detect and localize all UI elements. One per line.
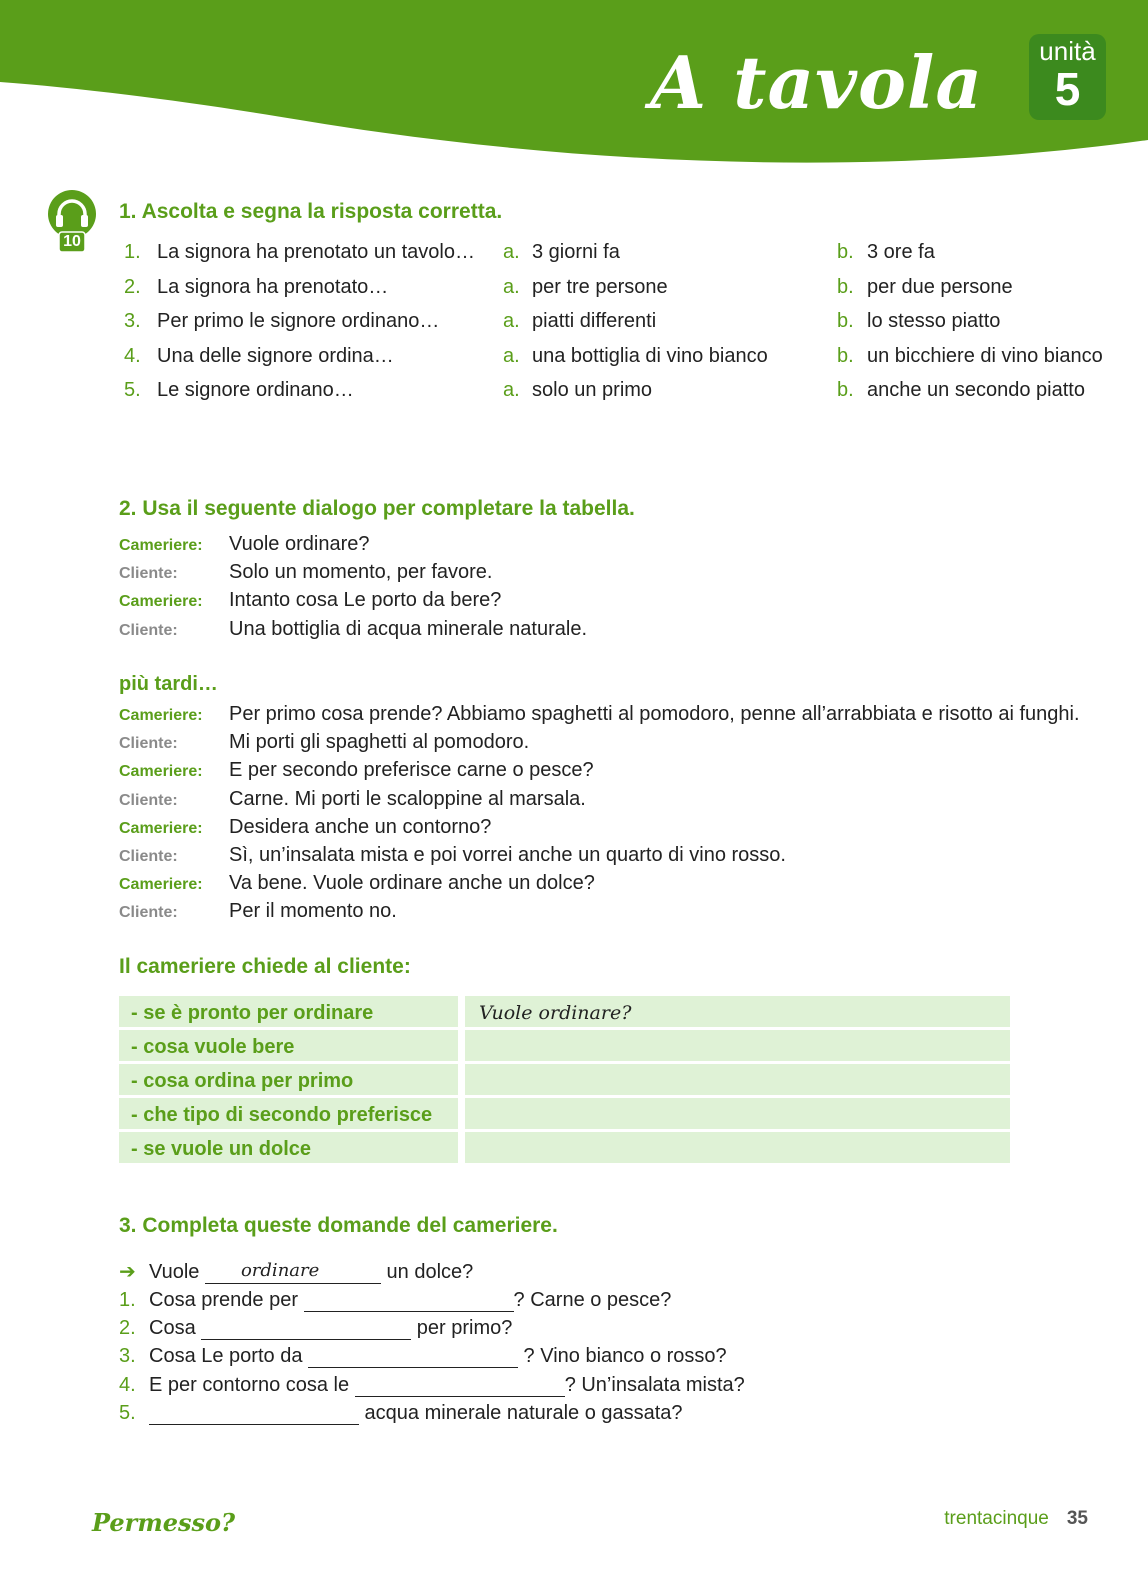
item-stem: La signora ha prenotato un tavolo… bbox=[157, 241, 475, 263]
dialog-text: Carne. Mi porti le scaloppine al marsala. bbox=[229, 787, 586, 810]
question-number: 3. bbox=[119, 1345, 136, 1368]
dialog-line bbox=[119, 787, 586, 813]
option-a-label: a. bbox=[503, 379, 520, 401]
question-before: Cosa prende per bbox=[149, 1289, 304, 1311]
dialog-text: Desidera anche un contorno? bbox=[229, 815, 492, 838]
example-before: Vuole bbox=[149, 1261, 205, 1283]
dialog-line bbox=[119, 560, 492, 586]
example-question bbox=[119, 1260, 473, 1284]
audio-track-number: 10 bbox=[63, 233, 81, 250]
dialog-line bbox=[119, 730, 529, 756]
option-b[interactable]: 3 ore fa bbox=[867, 241, 935, 263]
option-a-label: a. bbox=[503, 344, 520, 367]
page-footer bbox=[944, 1508, 1088, 1530]
speaker-label: Cameriere: bbox=[119, 593, 203, 611]
item-number: 3. bbox=[124, 310, 141, 332]
exercise3-title: 3. Completa queste domande del cameriere. bbox=[119, 1214, 558, 1237]
table-prompt: - se vuole un dolce bbox=[119, 1132, 458, 1166]
item-stem: La signora ha prenotato… bbox=[157, 275, 389, 298]
dialog-line bbox=[119, 702, 1080, 728]
page-number: 35 bbox=[1066, 1508, 1088, 1529]
completion-question bbox=[119, 1316, 512, 1340]
speaker-label: Cliente: bbox=[119, 621, 178, 639]
table-prompt: - se è pronto per ordinare bbox=[119, 996, 458, 1030]
item-number: 1. bbox=[124, 241, 141, 263]
completion-question bbox=[119, 1373, 745, 1397]
answer-blank[interactable] bbox=[308, 1347, 518, 1368]
exercise2-title: 2. Usa il seguente dialogo per completare la tabella. bbox=[119, 497, 635, 520]
option-b-label: b. bbox=[837, 379, 854, 401]
table-prompt: - che tipo di secondo preferisce bbox=[119, 1098, 458, 1132]
option-a[interactable]: una bottiglia di vino bianco bbox=[532, 344, 768, 367]
dialog-line bbox=[119, 871, 595, 897]
table-answer-field[interactable]: Vuole ordinare? bbox=[465, 996, 1010, 1030]
question-before: E per contorno cosa le bbox=[149, 1373, 355, 1396]
example-blank bbox=[205, 1260, 381, 1284]
completion-question bbox=[119, 1288, 671, 1312]
table-answer-field[interactable] bbox=[465, 1030, 1010, 1064]
dialog-text: Intanto cosa Le porto da bere? bbox=[229, 589, 502, 612]
dialog-line bbox=[119, 617, 587, 643]
option-a-label: a. bbox=[503, 241, 520, 263]
page-word: trentacinque bbox=[944, 1508, 1049, 1529]
dialog-line bbox=[119, 843, 786, 869]
dialog-text: Vuole ordinare? bbox=[229, 533, 370, 555]
option-b[interactable]: per due persone bbox=[867, 275, 1013, 298]
table-answer-field[interactable] bbox=[465, 1132, 1010, 1166]
table-row bbox=[119, 1132, 1010, 1166]
option-b[interactable]: anche un secondo piatto bbox=[867, 379, 1085, 401]
item-stem: Una delle signore ordina… bbox=[157, 344, 394, 367]
table-row bbox=[119, 1098, 1010, 1132]
speaker-label: Cameriere: bbox=[119, 537, 203, 554]
option-b-label: b. bbox=[837, 310, 854, 332]
speaker-label: Cameriere: bbox=[119, 707, 203, 724]
dialog-text: Sì, un’insalata mista e poi vorrei anche un quarto di vino rosso. bbox=[229, 844, 786, 866]
option-b[interactable]: un bicchiere di vino bianco bbox=[867, 344, 1103, 367]
dialog-line bbox=[119, 588, 501, 614]
item-number: 5. bbox=[124, 379, 141, 401]
answer-blank[interactable] bbox=[201, 1319, 411, 1340]
page-title: A tavola bbox=[650, 40, 983, 125]
table-row bbox=[119, 1030, 1010, 1064]
speaker-label: Cliente: bbox=[119, 565, 178, 583]
dialog-line bbox=[119, 532, 369, 558]
option-b[interactable]: lo stesso piatto bbox=[867, 310, 1001, 332]
option-b-label: b. bbox=[837, 241, 854, 263]
table-answer-field[interactable] bbox=[465, 1064, 1010, 1098]
table-answer-field[interactable] bbox=[465, 1098, 1010, 1132]
question-before: Cosa bbox=[149, 1317, 202, 1340]
later-heading: più tardi… bbox=[119, 673, 218, 695]
speaker-label: Cameriere: bbox=[119, 763, 203, 781]
unit-label: unità bbox=[1039, 36, 1096, 66]
option-a[interactable]: solo un primo bbox=[532, 379, 653, 401]
arrow-right-icon: ➔ bbox=[119, 1261, 136, 1283]
table-row bbox=[119, 996, 1010, 1030]
option-b-label: b. bbox=[837, 344, 854, 367]
question-number: 2. bbox=[119, 1317, 136, 1340]
dialog-text: Mi porti gli spaghetti al pomodoro. bbox=[229, 731, 530, 754]
example-after: un dolce? bbox=[380, 1261, 474, 1283]
question-after: per primo? bbox=[411, 1317, 513, 1340]
option-a[interactable]: 3 giorni fa bbox=[532, 241, 620, 263]
unit-badge bbox=[1029, 34, 1106, 120]
question-number: 5. bbox=[119, 1401, 136, 1424]
item-stem: Le signore ordinano… bbox=[157, 379, 354, 401]
unit-number: 5 bbox=[1054, 63, 1081, 115]
table-prompt: - cosa ordina per primo bbox=[119, 1064, 458, 1098]
dialog-text: Solo un momento, per favore. bbox=[229, 561, 493, 584]
item-number: 2. bbox=[124, 275, 141, 298]
question-after: ? Carne o pesce? bbox=[513, 1289, 672, 1311]
item-number: 4. bbox=[124, 344, 141, 367]
question-before: Cosa Le porto da bbox=[149, 1345, 308, 1368]
answer-blank[interactable] bbox=[355, 1376, 565, 1397]
dialog-text: Per il momento no. bbox=[229, 900, 397, 923]
question-after: ? Un’insalata mista? bbox=[564, 1373, 745, 1396]
question-number: 1. bbox=[119, 1289, 136, 1311]
question-number: 4. bbox=[119, 1373, 136, 1396]
question-after: acqua minerale naturale o gassata? bbox=[359, 1401, 683, 1424]
option-b-label: b. bbox=[837, 275, 854, 298]
speaker-label: Cliente: bbox=[119, 848, 178, 865]
speaker-label: Cliente: bbox=[119, 904, 178, 922]
table-row bbox=[119, 1064, 1010, 1098]
dialog-line bbox=[119, 899, 397, 925]
dialog-text: Una bottiglia di acqua minerale naturale. bbox=[229, 617, 587, 640]
dialog-line bbox=[119, 758, 594, 784]
exercise1-title: 1. Ascolta e segna la risposta corretta. bbox=[119, 200, 503, 223]
answer-blank[interactable] bbox=[149, 1404, 359, 1425]
table-title: Il cameriere chiede al cliente: bbox=[119, 955, 411, 978]
answer-blank[interactable] bbox=[304, 1291, 514, 1312]
book-title: Permesso? bbox=[92, 1508, 236, 1537]
option-a[interactable]: piatti differenti bbox=[532, 310, 657, 332]
dialog-text: Va bene. Vuole ordinare anche un dolce? bbox=[229, 872, 595, 895]
option-a-label: a. bbox=[503, 275, 520, 298]
example-answer: ordinare bbox=[240, 1260, 320, 1281]
answer-table bbox=[119, 996, 1010, 1166]
dialog-line bbox=[119, 815, 491, 841]
speaker-label: Cliente: bbox=[119, 735, 178, 753]
dialog-text: Per primo cosa prende? Abbiamo spaghetti al pomodoro, penne all’arrabbiata e risotto ai funghi. bbox=[229, 703, 1080, 725]
question-after: ? Vino bianco o rosso? bbox=[518, 1345, 727, 1368]
speaker-label: Cliente: bbox=[119, 791, 178, 809]
completion-question bbox=[119, 1344, 727, 1368]
option-a-label: a. bbox=[503, 310, 520, 332]
option-a[interactable]: per tre persone bbox=[532, 275, 668, 298]
item-stem: Per primo le signore ordinano… bbox=[157, 310, 440, 332]
table-prompt: - cosa vuole bere bbox=[119, 1030, 458, 1064]
speaker-label: Cameriere: bbox=[119, 876, 203, 894]
speaker-label: Cameriere: bbox=[119, 819, 203, 837]
dialog-text: E per secondo preferisce carne o pesce? bbox=[229, 759, 594, 782]
completion-question bbox=[119, 1401, 683, 1425]
